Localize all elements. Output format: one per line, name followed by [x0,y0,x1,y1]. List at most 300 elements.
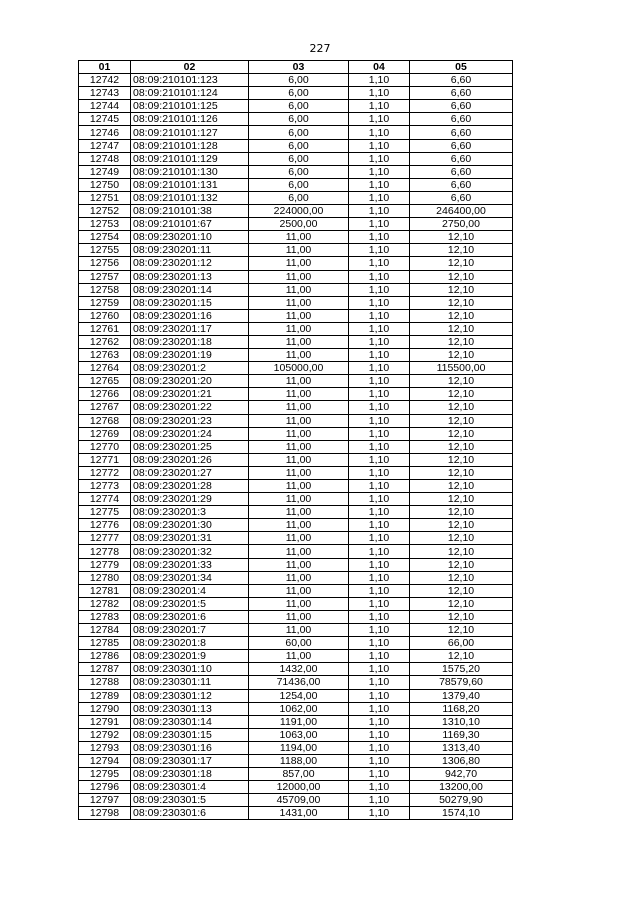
cell-value-03: 6,00 [249,178,349,191]
cell-value-03: 224000,00 [249,205,349,218]
cell-value-03: 12000,00 [249,781,349,794]
cell-value-03: 6,00 [249,113,349,126]
cell-cadastral-number: 08:09:210101:123 [131,74,249,87]
cell-cadastral-number: 08:09:230301:15 [131,728,249,741]
cell-coefficient: 1,10 [349,100,410,113]
cell-value-05: 6,60 [410,165,513,178]
table-row [79,440,513,453]
cell-value-03: 1431,00 [249,807,349,820]
cell-value-03: 11,00 [249,466,349,479]
cell-cadastral-number: 08:09:210101:129 [131,152,249,165]
cell-row-number: 12792 [79,728,131,741]
table-row [79,741,513,754]
cell-row-number: 12784 [79,624,131,637]
cell-cadastral-number: 08:09:230201:21 [131,388,249,401]
cell-coefficient: 1,10 [349,794,410,807]
table-row [79,571,513,584]
cell-row-number: 12767 [79,401,131,414]
table-row [79,362,513,375]
cell-cadastral-number: 08:09:230201:31 [131,532,249,545]
cell-coefficient: 1,10 [349,663,410,676]
cell-row-number: 12774 [79,493,131,506]
cell-row-number: 12745 [79,113,131,126]
table-row [79,178,513,191]
cell-value-03: 105000,00 [249,362,349,375]
cell-value-05: 12,10 [410,270,513,283]
cell-coefficient: 1,10 [349,519,410,532]
cell-value-05: 12,10 [410,244,513,257]
cell-value-03: 11,00 [249,231,349,244]
cell-value-05: 6,60 [410,126,513,139]
cell-value-03: 11,00 [249,427,349,440]
cell-value-03: 11,00 [249,349,349,362]
cell-value-05: 12,10 [410,309,513,322]
cell-row-number: 12770 [79,440,131,453]
cell-value-05: 6,60 [410,152,513,165]
cell-coefficient: 1,10 [349,532,410,545]
cell-value-05: 1306,80 [410,754,513,767]
cell-coefficient: 1,10 [349,257,410,270]
cell-coefficient: 1,10 [349,807,410,820]
cell-row-number: 12762 [79,335,131,348]
cell-value-03: 11,00 [249,480,349,493]
cell-coefficient: 1,10 [349,87,410,100]
cell-cadastral-number: 08:09:230201:26 [131,453,249,466]
table-row [79,715,513,728]
cell-coefficient: 1,10 [349,728,410,741]
cell-value-03: 11,00 [249,610,349,623]
cell-value-03: 11,00 [249,571,349,584]
cell-value-05: 12,10 [410,388,513,401]
cell-row-number: 12756 [79,257,131,270]
cell-row-number: 12764 [79,362,131,375]
cell-cadastral-number: 08:09:230201:10 [131,231,249,244]
cell-value-03: 11,00 [249,597,349,610]
cell-row-number: 12786 [79,650,131,663]
table-row [79,113,513,126]
cell-cadastral-number: 08:09:230201:15 [131,296,249,309]
table-row [79,205,513,218]
cell-value-05: 12,10 [410,231,513,244]
cell-cadastral-number: 08:09:230201:25 [131,440,249,453]
cell-cadastral-number: 08:09:230301:14 [131,715,249,728]
cell-row-number: 12759 [79,296,131,309]
cell-coefficient: 1,10 [349,401,410,414]
cell-cadastral-number: 08:09:230201:27 [131,466,249,479]
cell-row-number: 12753 [79,218,131,231]
cell-coefficient: 1,10 [349,689,410,702]
cell-row-number: 12790 [79,702,131,715]
cell-row-number: 12757 [79,270,131,283]
cell-value-03: 11,00 [249,283,349,296]
cell-row-number: 12797 [79,794,131,807]
table-row [79,257,513,270]
cell-cadastral-number: 08:09:230201:14 [131,283,249,296]
cell-value-05: 12,10 [410,624,513,637]
cell-cadastral-number: 08:09:230201:28 [131,480,249,493]
cell-coefficient: 1,10 [349,440,410,453]
cell-value-05: 12,10 [410,401,513,414]
table-row [79,139,513,152]
table-row [79,637,513,650]
cell-cadastral-number: 08:09:230201:22 [131,401,249,414]
cell-coefficient: 1,10 [349,178,410,191]
cell-row-number: 12755 [79,244,131,257]
cell-value-05: 6,60 [410,191,513,204]
cell-cadastral-number: 08:09:210101:132 [131,191,249,204]
cell-coefficient: 1,10 [349,650,410,663]
table-row [79,807,513,820]
cell-coefficient: 1,10 [349,296,410,309]
cell-coefficient: 1,10 [349,205,410,218]
cell-value-03: 1191,00 [249,715,349,728]
table-row [79,87,513,100]
cell-cadastral-number: 08:09:210101:126 [131,113,249,126]
cell-coefficient: 1,10 [349,322,410,335]
column-header-02: 02 [131,61,249,74]
table-row [79,296,513,309]
cell-value-03: 11,00 [249,624,349,637]
table-header [79,61,513,74]
cell-value-05: 6,60 [410,178,513,191]
cell-value-05: 12,10 [410,493,513,506]
cell-row-number: 12771 [79,453,131,466]
cell-coefficient: 1,10 [349,597,410,610]
cell-value-05: 6,60 [410,100,513,113]
cell-value-05: 6,60 [410,113,513,126]
cell-cadastral-number: 08:09:210101:67 [131,218,249,231]
cell-row-number: 12796 [79,781,131,794]
table-row [79,545,513,558]
cell-value-03: 11,00 [249,545,349,558]
cell-value-03: 11,00 [249,322,349,335]
table-row [79,126,513,139]
cell-value-05: 12,10 [410,506,513,519]
cell-value-05: 13200,00 [410,781,513,794]
cell-value-05: 12,10 [410,257,513,270]
cell-coefficient: 1,10 [349,715,410,728]
cell-row-number: 12776 [79,519,131,532]
column-header-03: 03 [249,61,349,74]
cell-row-number: 12794 [79,754,131,767]
cell-value-03: 11,00 [249,506,349,519]
table-row [79,375,513,388]
cell-cadastral-number: 08:09:230301:17 [131,754,249,767]
table-row [79,401,513,414]
cell-value-03: 11,00 [249,440,349,453]
cell-coefficient: 1,10 [349,244,410,257]
cell-cadastral-number: 08:09:230201:6 [131,610,249,623]
table-row [79,466,513,479]
cell-cadastral-number: 08:09:230201:18 [131,335,249,348]
table-row [79,689,513,702]
cell-value-03: 1194,00 [249,741,349,754]
cell-value-03: 11,00 [249,558,349,571]
cell-coefficient: 1,10 [349,74,410,87]
page-number: 227 [309,42,331,55]
cell-value-05: 12,10 [410,650,513,663]
cell-cadastral-number: 08:09:210101:125 [131,100,249,113]
cell-coefficient: 1,10 [349,545,410,558]
cell-value-05: 12,10 [410,414,513,427]
cell-value-05: 12,10 [410,427,513,440]
cell-row-number: 12765 [79,375,131,388]
cell-value-03: 11,00 [249,493,349,506]
cell-value-03: 1063,00 [249,728,349,741]
table-row [79,165,513,178]
cell-value-05: 12,10 [410,610,513,623]
cell-value-03: 11,00 [249,296,349,309]
cell-value-03: 6,00 [249,191,349,204]
table-row [79,663,513,676]
cell-value-05: 12,10 [410,440,513,453]
table-row [79,624,513,637]
cell-cadastral-number: 08:09:210101:127 [131,126,249,139]
cell-row-number: 12789 [79,689,131,702]
cell-row-number: 12742 [79,74,131,87]
cell-value-05: 12,10 [410,597,513,610]
cell-coefficient: 1,10 [349,165,410,178]
cell-value-03: 1188,00 [249,754,349,767]
cell-row-number: 12752 [79,205,131,218]
cell-cadastral-number: 08:09:230201:29 [131,493,249,506]
cell-row-number: 12785 [79,637,131,650]
header-row [79,61,513,74]
cell-row-number: 12743 [79,87,131,100]
cell-value-05: 12,10 [410,558,513,571]
cell-row-number: 12783 [79,610,131,623]
cell-coefficient: 1,10 [349,558,410,571]
cell-value-03: 1432,00 [249,663,349,676]
cell-value-05: 2750,00 [410,218,513,231]
cell-cadastral-number: 08:09:230301:6 [131,807,249,820]
cell-value-03: 11,00 [249,388,349,401]
cell-cadastral-number: 08:09:230201:20 [131,375,249,388]
cell-row-number: 12782 [79,597,131,610]
cell-value-03: 11,00 [249,650,349,663]
column-header-01: 01 [79,61,131,74]
cell-coefficient: 1,10 [349,152,410,165]
cell-coefficient: 1,10 [349,637,410,650]
cell-cadastral-number: 08:09:230301:10 [131,663,249,676]
cell-cadastral-number: 08:09:210101:131 [131,178,249,191]
cell-cadastral-number: 08:09:230201:5 [131,597,249,610]
cell-value-05: 942,70 [410,768,513,781]
cell-cadastral-number: 08:09:230201:12 [131,257,249,270]
table-row [79,480,513,493]
cell-cadastral-number: 08:09:230201:30 [131,519,249,532]
cell-cadastral-number: 08:09:230201:7 [131,624,249,637]
cell-value-03: 11,00 [249,244,349,257]
table-row [79,728,513,741]
cell-row-number: 12763 [79,349,131,362]
cell-cadastral-number: 08:09:230301:13 [131,702,249,715]
cell-coefficient: 1,10 [349,768,410,781]
cell-row-number: 12754 [79,231,131,244]
cell-coefficient: 1,10 [349,676,410,689]
table-row [79,532,513,545]
cell-cadastral-number: 08:09:230201:16 [131,309,249,322]
cell-value-03: 6,00 [249,139,349,152]
table-row [79,283,513,296]
cell-cadastral-number: 08:09:230301:4 [131,781,249,794]
cell-row-number: 12798 [79,807,131,820]
cell-coefficient: 1,10 [349,362,410,375]
cell-row-number: 12795 [79,768,131,781]
cell-value-05: 12,10 [410,283,513,296]
cell-value-05: 246400,00 [410,205,513,218]
cell-coefficient: 1,10 [349,414,410,427]
cell-cadastral-number: 08:09:230201:2 [131,362,249,375]
cell-coefficient: 1,10 [349,375,410,388]
cell-value-03: 6,00 [249,74,349,87]
table-row [79,74,513,87]
cell-value-03: 6,00 [249,152,349,165]
cell-cadastral-number: 08:09:210101:128 [131,139,249,152]
cell-cadastral-number: 08:09:230201:3 [131,506,249,519]
cell-value-03: 11,00 [249,519,349,532]
cell-cadastral-number: 08:09:230201:23 [131,414,249,427]
table-row [79,100,513,113]
cell-coefficient: 1,10 [349,624,410,637]
cell-coefficient: 1,10 [349,506,410,519]
cell-value-03: 11,00 [249,309,349,322]
cell-cadastral-number: 08:09:230201:11 [131,244,249,257]
table-row [79,191,513,204]
table-row [79,309,513,322]
cell-coefficient: 1,10 [349,702,410,715]
cell-value-03: 1062,00 [249,702,349,715]
cell-value-03: 11,00 [249,453,349,466]
cell-coefficient: 1,10 [349,453,410,466]
cell-cadastral-number: 08:09:230201:34 [131,571,249,584]
cell-row-number: 12747 [79,139,131,152]
cell-row-number: 12769 [79,427,131,440]
cell-cadastral-number: 08:09:210101:130 [131,165,249,178]
cell-value-05: 1574,10 [410,807,513,820]
table-row [79,768,513,781]
cell-value-03: 1254,00 [249,689,349,702]
cell-coefficient: 1,10 [349,335,410,348]
cell-value-05: 6,60 [410,139,513,152]
cell-value-05: 12,10 [410,532,513,545]
cell-coefficient: 1,10 [349,139,410,152]
cell-value-03: 11,00 [249,414,349,427]
cell-value-03: 11,00 [249,335,349,348]
cell-row-number: 12772 [79,466,131,479]
cell-coefficient: 1,10 [349,191,410,204]
cell-cadastral-number: 08:09:230201:4 [131,584,249,597]
table-row [79,322,513,335]
cell-row-number: 12760 [79,309,131,322]
cell-value-05: 12,10 [410,584,513,597]
cell-coefficient: 1,10 [349,466,410,479]
cell-cadastral-number: 08:09:210101:124 [131,87,249,100]
cell-coefficient: 1,10 [349,231,410,244]
cell-value-05: 12,10 [410,519,513,532]
table-row [79,493,513,506]
cell-value-03: 11,00 [249,401,349,414]
cell-row-number: 12748 [79,152,131,165]
table-row [79,558,513,571]
cell-value-03: 11,00 [249,257,349,270]
cell-coefficient: 1,10 [349,270,410,283]
cell-cadastral-number: 08:09:230201:19 [131,349,249,362]
cell-cadastral-number: 08:09:230301:16 [131,741,249,754]
table-row [79,584,513,597]
cell-coefficient: 1,10 [349,427,410,440]
cell-row-number: 12751 [79,191,131,204]
cell-value-05: 12,10 [410,349,513,362]
cell-value-03: 857,00 [249,768,349,781]
cell-value-05: 12,10 [410,296,513,309]
table-row [79,152,513,165]
cell-coefficient: 1,10 [349,480,410,493]
cell-cadastral-number: 08:09:230201:33 [131,558,249,571]
cell-cadastral-number: 08:09:230201:9 [131,650,249,663]
table-row [79,453,513,466]
cell-coefficient: 1,10 [349,571,410,584]
column-header-05: 05 [410,61,513,74]
cell-cadastral-number: 08:09:230301:5 [131,794,249,807]
cell-value-05: 50279,90 [410,794,513,807]
cell-row-number: 12744 [79,100,131,113]
cell-value-05: 12,10 [410,480,513,493]
table-row [79,702,513,715]
cell-row-number: 12791 [79,715,131,728]
cell-row-number: 12781 [79,584,131,597]
cell-coefficient: 1,10 [349,283,410,296]
cell-value-05: 6,60 [410,74,513,87]
cell-value-03: 6,00 [249,100,349,113]
cell-value-05: 12,10 [410,545,513,558]
table-row [79,388,513,401]
table-row [79,270,513,283]
column-header-04: 04 [349,61,410,74]
cell-value-03: 45709,00 [249,794,349,807]
cell-row-number: 12761 [79,322,131,335]
cell-row-number: 12788 [79,676,131,689]
cell-value-05: 12,10 [410,571,513,584]
table-row [79,794,513,807]
cell-value-05: 1575,20 [410,663,513,676]
cell-cadastral-number: 08:09:230301:12 [131,689,249,702]
cell-value-05: 1169,30 [410,728,513,741]
table-row [79,754,513,767]
cell-value-05: 1379,40 [410,689,513,702]
cell-value-03: 2500,00 [249,218,349,231]
table-row [79,349,513,362]
cell-coefficient: 1,10 [349,584,410,597]
cell-coefficient: 1,10 [349,610,410,623]
cell-row-number: 12766 [79,388,131,401]
cell-value-03: 71436,00 [249,676,349,689]
cell-cadastral-number: 08:09:230301:11 [131,676,249,689]
cell-row-number: 12758 [79,283,131,296]
cell-coefficient: 1,10 [349,218,410,231]
cell-value-03: 6,00 [249,165,349,178]
cell-coefficient: 1,10 [349,741,410,754]
cell-value-03: 11,00 [249,270,349,283]
cell-row-number: 12773 [79,480,131,493]
cell-value-05: 66,00 [410,637,513,650]
cell-row-number: 12746 [79,126,131,139]
cell-value-03: 6,00 [249,126,349,139]
table-row [79,519,513,532]
table-row [79,676,513,689]
cell-value-03: 6,00 [249,87,349,100]
cell-coefficient: 1,10 [349,126,410,139]
